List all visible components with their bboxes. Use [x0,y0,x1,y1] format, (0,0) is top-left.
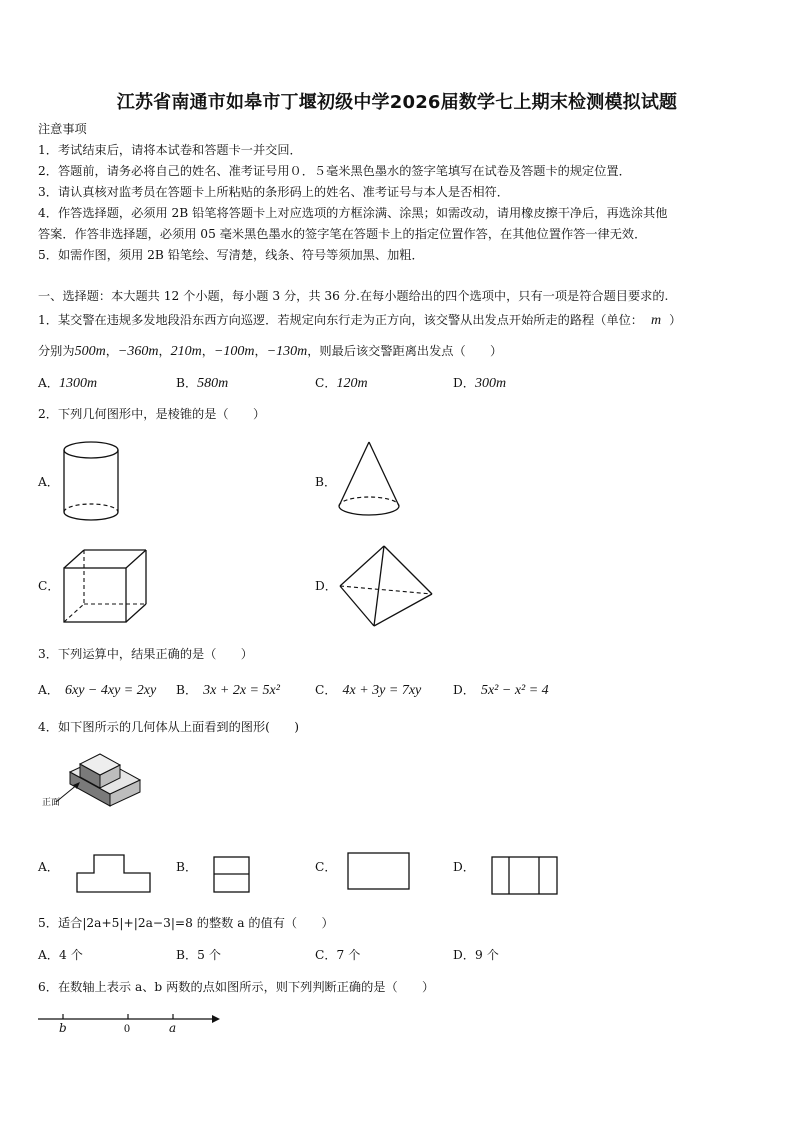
notice-heading: 注意事项 [38,122,87,136]
q3-option-b-expr: 3x + 2x = 5x² [203,683,280,698]
q6-stem: 6．在数轴上表示 a、b 两数的点如图所示，则下列判断正确的是（ ） [38,980,435,994]
q5-option-c: C．7 个 [315,948,361,962]
q3-stem: 3．下列运算中，结果正确的是（ ） [38,647,253,661]
q3-option-a-label: A． [38,683,59,697]
notice-item-5: 5．如需作图，须用 2B 铅笔绘、写清楚，线条、符号等须加黑、加粗． [38,248,424,262]
notice-item-4: 4．作答选择题，必须用 2B 铅笔将答题卡上对应选项的方框涂满、涂黑；如需改动，请用橡皮擦干净后，再选涂其他 [38,206,668,220]
q1-stem-line1 [38,312,681,329]
front-label: 正面 [42,798,61,808]
exam-title: 江苏省南通市如皋市丁堰初级中学2026届数学七上期末检测模拟试题 [116,92,678,113]
q3-option-c-label: C． [315,683,337,697]
q1-value-2: −360m [117,344,159,359]
q3-option-d-expr: 5x² − x² = 4 [480,683,549,698]
q5-option-d: D．9 个 [453,948,499,962]
q3-option-a-expr: 6xy − 4xy = 2xy [65,683,157,698]
q4-option-d-label: D． [453,860,475,874]
q1-option-b [176,375,228,392]
q1-option-a [38,375,97,392]
q4-option-d-shape [491,856,559,896]
q1-option-d-value: 300m [474,376,507,391]
q3-option-c [315,682,421,699]
q1-values-pre: 分别为 [38,344,75,358]
q1-unit: m [650,313,662,328]
notice-item-4-cont: 答案．作答非选择题，必须用 05 毫米黑色墨水的签字笔在答题卡上的指定位置作答，在其他位置作答一律无效． [38,227,647,241]
cone-figure [334,440,404,526]
q3-option-b [176,682,280,699]
notice-item-1: 1．考试结束后，请将本试卷和答题卡一并交回． [38,143,302,157]
q2-option-c-label: C． [38,579,60,593]
q4-option-c-shape [347,852,411,892]
q1-option-c-label: C． [315,376,337,390]
pyramid-figure [336,542,438,630]
q2-option-b-label: B． [315,475,337,489]
q1-option-b-label: B． [176,376,198,390]
number-line-label-a: a [169,1021,177,1035]
q4-option-c-label: C． [315,860,337,874]
q5-stem: 5．适合|2a+5|+|2a−3|=8 的整数 a 的值有（ ） [38,916,334,930]
q5-option-b: B．5 个 [176,948,221,962]
q2-stem: 2．下列几何图形中，是棱锥的是（ ） [38,407,266,421]
cylinder-figure [60,440,122,526]
q3-option-d-label: D． [453,683,475,697]
q1-stem-line2: 分别为500m，−360m，210m，−100m，−130m，则最后该交警距离出发点（ ） [38,344,503,359]
q3-option-b-label: B． [176,683,198,697]
cube-figure [60,546,150,626]
q1-value-4: −100m [213,344,255,359]
q1-option-d [453,375,506,392]
q1-option-d-label: D． [453,376,475,390]
q4-option-b-shape [213,856,251,894]
q4-option-a-label: A． [38,860,59,874]
section-heading: 一、选择题：本大题共 12 个小题，每小题 3 分，共 36 分.在每小题给出的四个选项中，只有一项是符合题目要求的. [38,289,669,303]
q3-option-c-expr: 4x + 3y = 7xy [342,683,422,698]
notice-item-2: 2．答题前，请务必将自己的姓名、准考证号用０．５毫米黑色墨水的签字笔填写在试卷及答题卡的规定位置． [38,164,631,178]
q4-stem: 4．如下图所示的几何体从上面看到的图形( ) [38,720,300,734]
q1-values-post: ，则最后该交警距离出发点（ ） [307,344,503,358]
q4-option-b-label: B． [176,860,198,874]
notice-item-3: 3．请认真核对监考员在答题卡上所粘贴的条形码上的姓名、准考证号与本人是否相符． [38,185,509,199]
q4-option-a-shape [76,854,152,894]
q5-option-a: A．4 个 [38,948,83,962]
number-line-label-b: b [59,1021,67,1035]
q1-option-a-value: 1300m [59,376,98,391]
q1-option-a-label: A． [38,376,59,390]
q1-option-c-value: 120m [336,376,368,391]
q1-value-1: 500m [74,344,106,359]
number-line-label-zero: 0 [124,1021,130,1035]
q2-option-d-label: D． [315,579,337,593]
q1-option-b-value: 580m [197,376,229,391]
q3-option-a [38,682,156,699]
q3-option-d [453,682,549,699]
q1-value-3: 210m [170,344,202,359]
q1-stem-end: ） [669,313,682,327]
q2-option-a-label: A． [38,475,59,489]
q1-stem-text: 1．某交警在违规多发地段沿东西方向巡逻．若规定向东行走为正方向，该交警从出发点开始所走的路程（单位： [38,313,643,327]
q1-option-c [315,375,368,392]
q1-value-5: −130m [266,344,308,359]
